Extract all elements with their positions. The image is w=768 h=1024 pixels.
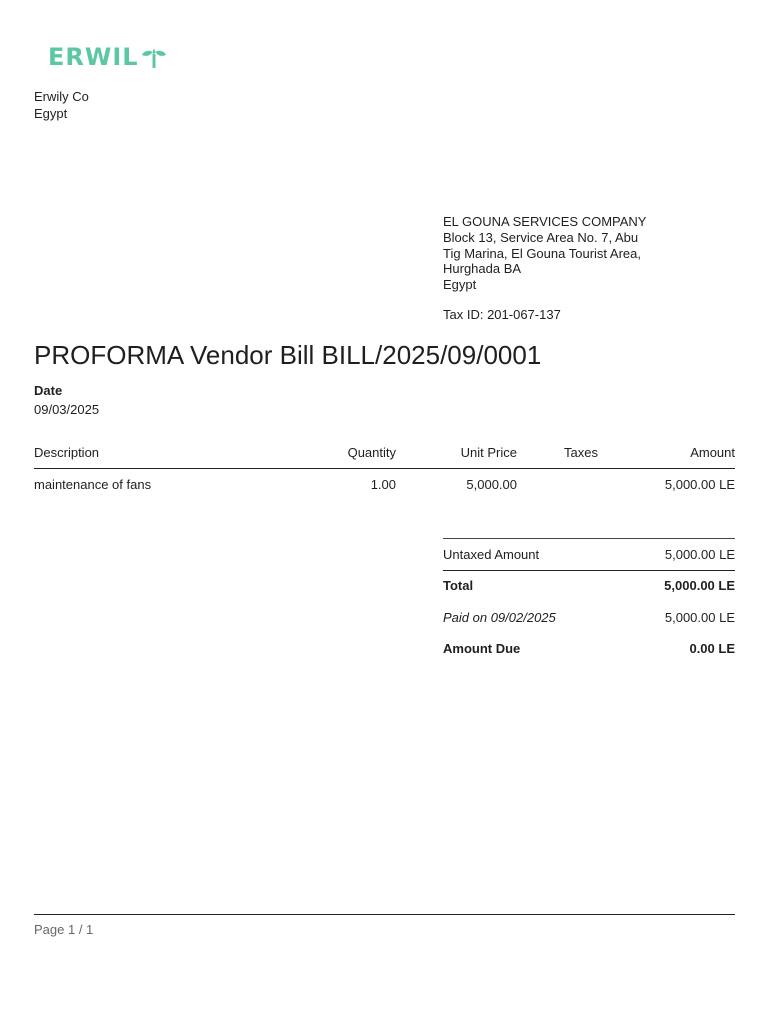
company-block bbox=[34, 88, 89, 122]
untaxed-label: Untaxed Amount bbox=[443, 547, 540, 562]
row-description: maintenance of fans bbox=[34, 477, 152, 492]
header-taxes: Taxes bbox=[564, 445, 598, 460]
amount-due-value: 0.00 LE bbox=[689, 641, 735, 656]
vendor-address-line: Block 13, Service Area No. 7, Abu bbox=[443, 230, 639, 245]
vendor-tax-id: Tax ID: 201-067-137 bbox=[443, 307, 561, 322]
vendor-block bbox=[443, 213, 743, 292]
date-value: 09/03/2025 bbox=[34, 402, 100, 417]
vendor-address-line: Tig Marina, El Gouna Tourist Area, bbox=[443, 245, 641, 261]
company-logo bbox=[48, 40, 172, 72]
footer-divider bbox=[34, 914, 735, 915]
date-label: Date bbox=[34, 383, 63, 398]
row-amount: 5,000.00 LE bbox=[664, 477, 735, 492]
paid-value: 5,000.00 LE bbox=[664, 610, 735, 625]
header-amount: Amount bbox=[690, 445, 735, 460]
company-country: Egypt bbox=[34, 106, 68, 121]
totals-top-divider bbox=[443, 538, 735, 539]
logo-text: ERWIL bbox=[48, 43, 139, 71]
header-divider bbox=[34, 468, 735, 469]
header-quantity: Quantity bbox=[347, 445, 396, 460]
document-title: PROFORMA Vendor Bill BILL/2025/09/0001 bbox=[34, 340, 542, 370]
row-quantity: 1.00 bbox=[370, 477, 396, 492]
header-description: Description bbox=[34, 445, 100, 460]
paid-label: Paid on 09/02/2025 bbox=[443, 610, 556, 625]
untaxed-value: 5,000.00 LE bbox=[664, 547, 735, 562]
company-name: Erwily Co bbox=[34, 89, 89, 104]
header-unit-price: Unit Price bbox=[460, 445, 517, 460]
sprout-icon bbox=[142, 48, 166, 68]
row-unit-price: 5,000.00 bbox=[466, 477, 517, 492]
amount-due-label: Amount Due bbox=[443, 641, 521, 656]
total-value: 5,000.00 LE bbox=[664, 578, 735, 593]
vendor-address-line: Egypt bbox=[443, 276, 477, 292]
total-label: Total bbox=[443, 578, 474, 593]
vendor-name: EL GOUNA SERVICES COMPANY bbox=[443, 214, 647, 229]
page-number: Page 1 / 1 bbox=[34, 922, 94, 937]
total-divider bbox=[443, 570, 735, 571]
vendor-address-line: Hurghada BA bbox=[443, 261, 522, 276]
